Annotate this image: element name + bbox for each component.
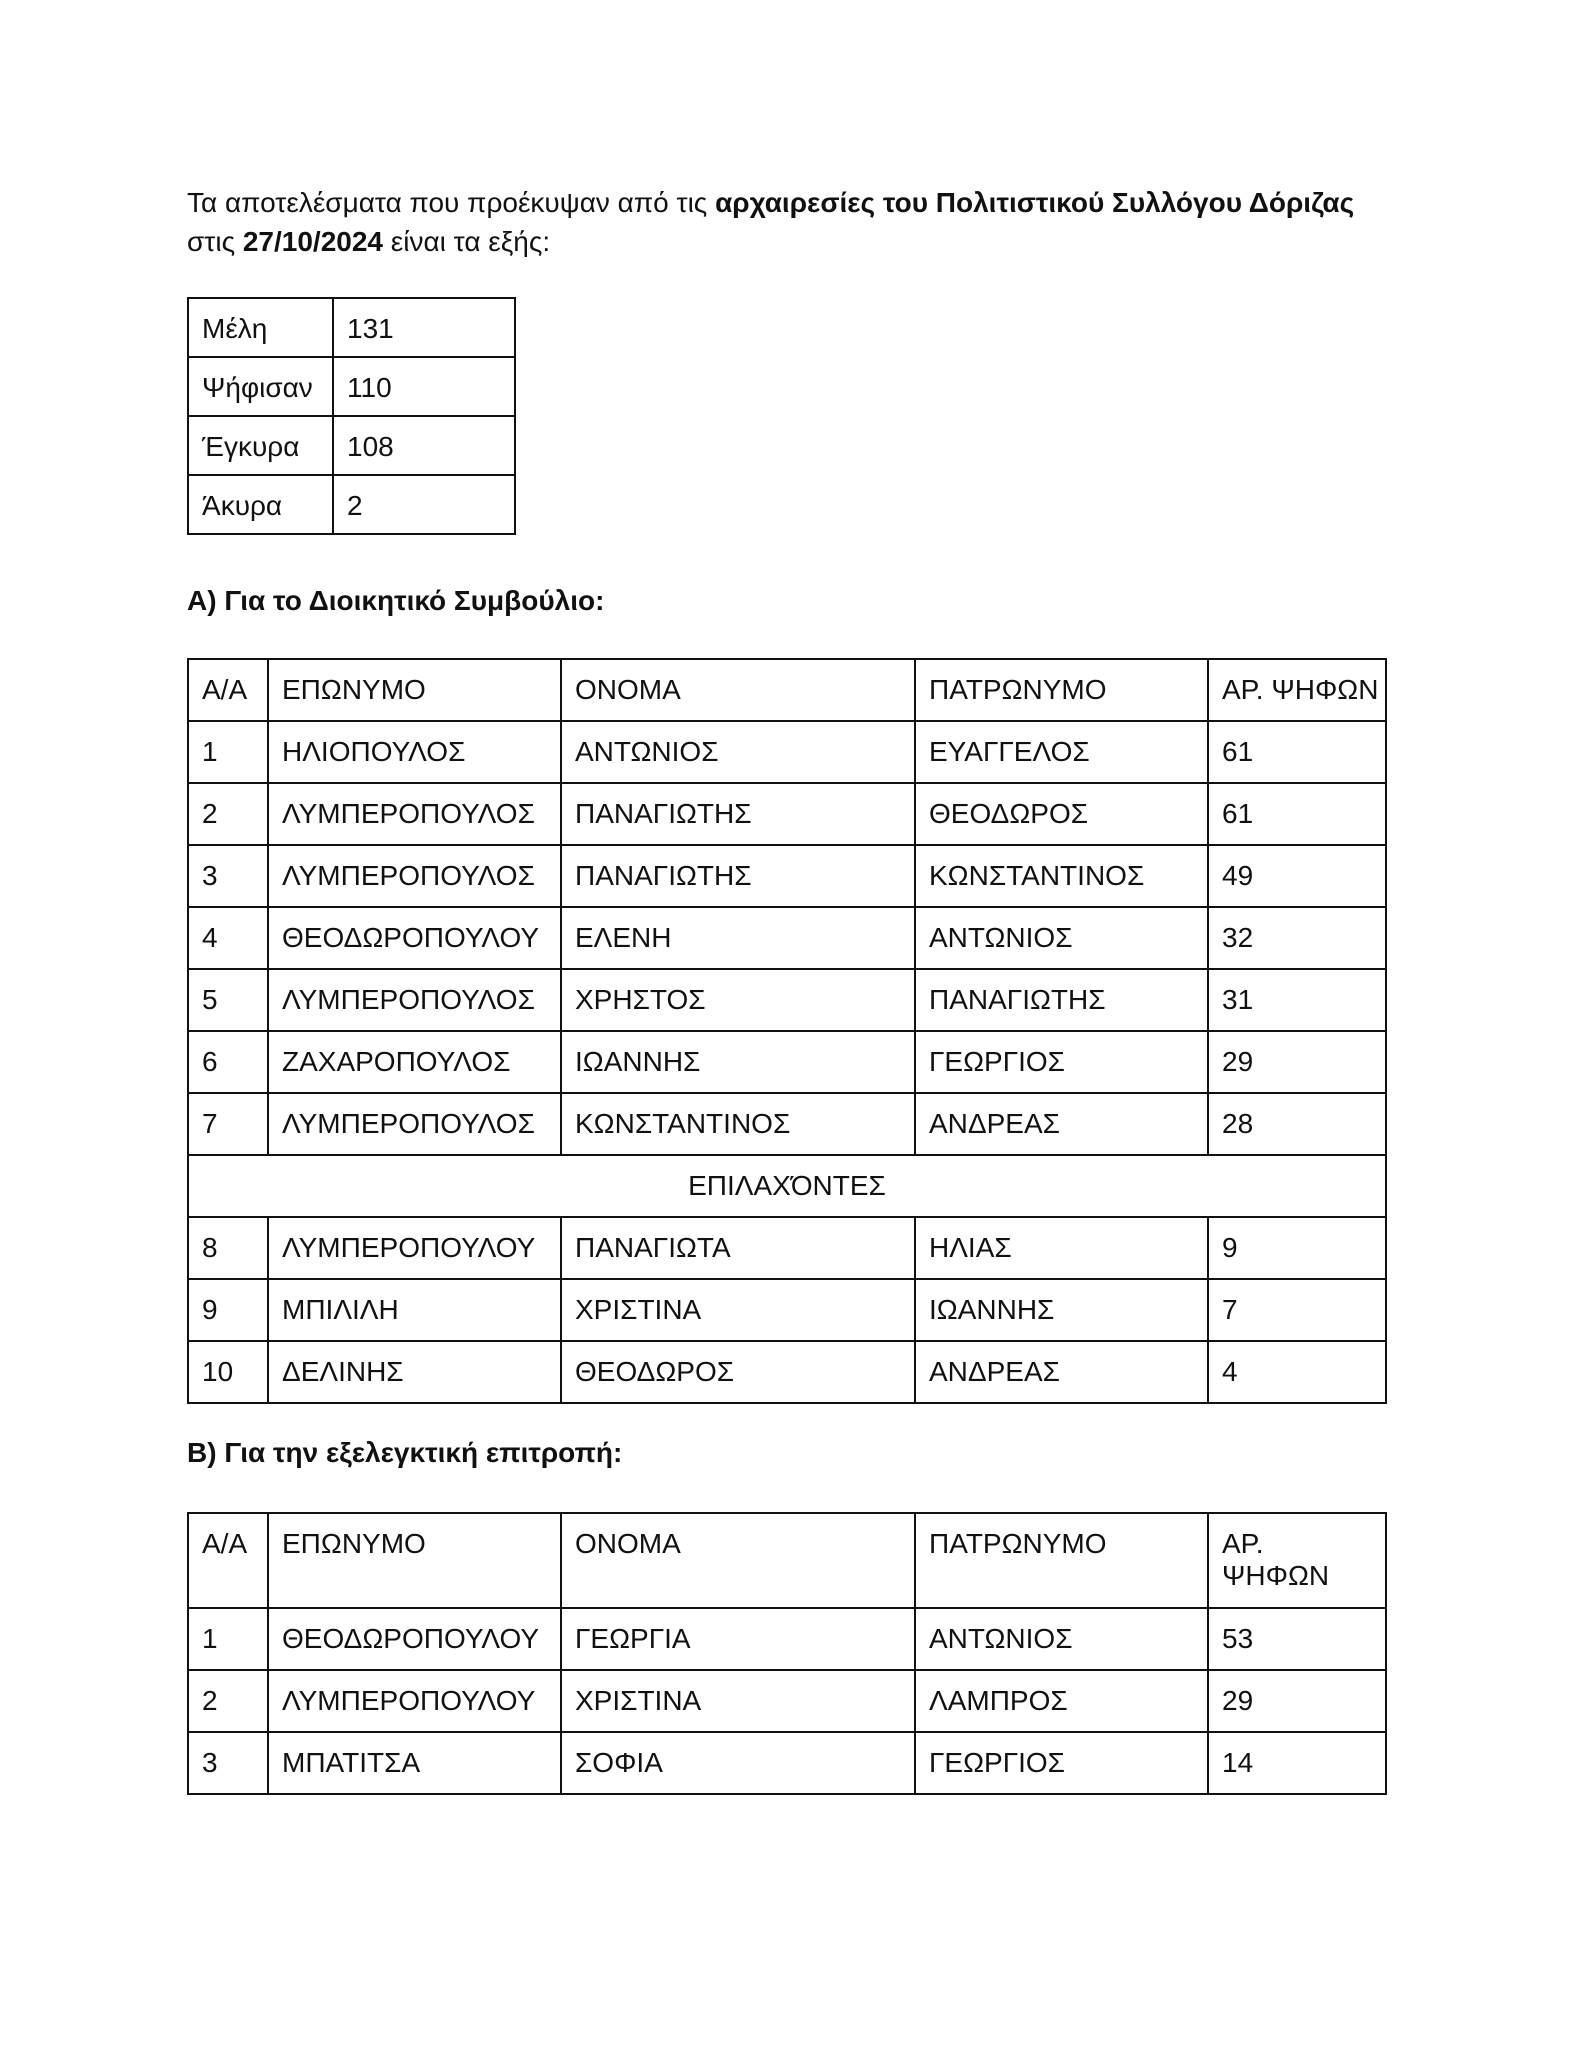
cell-index: 6 <box>188 1031 268 1093</box>
summary-row <box>188 475 515 534</box>
cell-firstname: ΠΑΝΑΓΙΩΤΗΣ <box>561 845 915 907</box>
cell-firstname: ΟΝΟΜΑ <box>561 659 915 721</box>
intro-text-2: στις <box>187 226 243 257</box>
cell-patronymic: ΙΩΑΝΝΗΣ <box>915 1279 1208 1341</box>
cell-patronymic: ΑΝΔΡΕΑΣ <box>915 1093 1208 1155</box>
cell-firstname: ΠΑΝΑΓΙΩΤΗΣ <box>561 783 915 845</box>
cell-votes: 29 <box>1208 1031 1386 1093</box>
cell-votes: 32 <box>1208 907 1386 969</box>
cell-votes: ΑΡ. ΨΗΦΩΝ <box>1208 1513 1386 1608</box>
cell-firstname: ΧΡΗΣΤΟΣ <box>561 969 915 1031</box>
cell-index: 2 <box>188 1670 268 1732</box>
cell-firstname: ΠΑΝΑΓΙΩΤΑ <box>561 1217 915 1279</box>
cell-votes: 14 <box>1208 1732 1386 1794</box>
cell-patronymic: ΠΑΤΡΩΝΥΜΟ <box>915 1513 1208 1608</box>
cell-surname: ΛΥΜΠΕΡΟΠΟΥΛΟΣ <box>268 1093 561 1155</box>
intro-text-1: Τα αποτελέσματα που προέκυψαν από τις <box>187 187 716 218</box>
cell-index: 10 <box>188 1341 268 1403</box>
summary-label: Ψήφισαν <box>188 357 333 416</box>
table-row <box>188 1031 1386 1093</box>
intro-paragraph <box>187 183 1417 261</box>
cell-votes: 53 <box>1208 1608 1386 1670</box>
cell-patronymic: ΛΑΜΠΡΟΣ <box>915 1670 1208 1732</box>
table-row <box>188 1217 1386 1279</box>
cell-firstname: ΕΛΕΝΗ <box>561 907 915 969</box>
cell-index: 2 <box>188 783 268 845</box>
table-row <box>188 1608 1386 1670</box>
cell-patronymic: ΘΕΟΔΩΡΟΣ <box>915 783 1208 845</box>
cell-index: 1 <box>188 721 268 783</box>
summary-label: Έγκυρα <box>188 416 333 475</box>
cell-firstname: ΘΕΟΔΩΡΟΣ <box>561 1341 915 1403</box>
table-row <box>188 1279 1386 1341</box>
cell-patronymic: ΠΑΤΡΩΝΥΜΟ <box>915 659 1208 721</box>
cell-index: 3 <box>188 845 268 907</box>
cell-index: Α/Α <box>188 1513 268 1608</box>
cell-index: 1 <box>188 1608 268 1670</box>
cell-votes: 29 <box>1208 1670 1386 1732</box>
cell-surname: ΛΥΜΠΕΡΟΠΟΥΛΟΥ <box>268 1670 561 1732</box>
cell-firstname: ΙΩΑΝΝΗΣ <box>561 1031 915 1093</box>
cell-index: Α/Α <box>188 659 268 721</box>
cell-patronymic: ΕΥΑΓΓΕΛΟΣ <box>915 721 1208 783</box>
cell-votes: 49 <box>1208 845 1386 907</box>
cell-patronymic: ΓΕΩΡΓΙΟΣ <box>915 1031 1208 1093</box>
audit-results-table <box>187 1512 1387 1795</box>
cell-votes: 9 <box>1208 1217 1386 1279</box>
summary-value: 108 <box>333 416 515 475</box>
cell-firstname: ΧΡΙΣΤΙΝΑ <box>561 1279 915 1341</box>
cell-votes: 61 <box>1208 721 1386 783</box>
cell-firstname: ΑΝΤΩΝΙΟΣ <box>561 721 915 783</box>
summary-label: Μέλη <box>188 298 333 357</box>
cell-patronymic: ΑΝΤΩΝΙΟΣ <box>915 1608 1208 1670</box>
cell-patronymic: ΓΕΩΡΓΙΟΣ <box>915 1732 1208 1794</box>
cell-surname: ΛΥΜΠΕΡΟΠΟΥΛΟΣ <box>268 845 561 907</box>
summary-row <box>188 298 515 357</box>
cell-patronymic: ΑΝΤΩΝΙΟΣ <box>915 907 1208 969</box>
cell-surname: ΘΕΟΔΩΡΟΠΟΥΛΟΥ <box>268 907 561 969</box>
cell-index: 5 <box>188 969 268 1031</box>
cell-patronymic: ΚΩΝΣΤΑΝΤΙΝΟΣ <box>915 845 1208 907</box>
cell-index: 8 <box>188 1217 268 1279</box>
summary-row <box>188 416 515 475</box>
cell-surname: ΗΛΙΟΠΟΥΛΟΣ <box>268 721 561 783</box>
cell-surname: ΜΠΙΛΙΛΗ <box>268 1279 561 1341</box>
cell-firstname: ΚΩΝΣΤΑΝΤΙΝΟΣ <box>561 1093 915 1155</box>
cell-firstname: ΣΟΦΙΑ <box>561 1732 915 1794</box>
summary-value: 110 <box>333 357 515 416</box>
cell-surname: ΜΠΑΤΙΤΣΑ <box>268 1732 561 1794</box>
cell-surname: ΔΕΛΙΝΗΣ <box>268 1341 561 1403</box>
board-results-table <box>187 658 1387 1404</box>
cell-index: 4 <box>188 907 268 969</box>
summary-value: 131 <box>333 298 515 357</box>
cell-votes: 4 <box>1208 1341 1386 1403</box>
cell-votes: 61 <box>1208 783 1386 845</box>
board-heading: Α) Για το Διοικητικό Συμβούλιο: <box>187 585 605 616</box>
table-row <box>188 783 1386 845</box>
cell-surname: ΖΑΧΑΡΟΠΟΥΛΟΣ <box>268 1031 561 1093</box>
table-header-row <box>188 659 1386 721</box>
cell-firstname: ΓΕΩΡΓΙΑ <box>561 1608 915 1670</box>
cell-firstname: ΟΝΟΜΑ <box>561 1513 915 1608</box>
table-row <box>188 1732 1386 1794</box>
summary-row <box>188 357 515 416</box>
summary-label: Άκυρα <box>188 475 333 534</box>
table-row <box>188 1341 1386 1403</box>
cell-surname: ΛΥΜΠΕΡΟΠΟΥΛΟΥ <box>268 1217 561 1279</box>
cell-index: 7 <box>188 1093 268 1155</box>
cell-index: 3 <box>188 1732 268 1794</box>
intro-text-3: είναι τα εξής: <box>382 226 551 257</box>
cell-index: 9 <box>188 1279 268 1341</box>
cell-surname: ΕΠΩΝΥΜΟ <box>268 1513 561 1608</box>
table-row <box>188 969 1386 1031</box>
cell-votes: ΑΡ. ΨΗΦΩΝ <box>1208 659 1386 721</box>
intro-bold-1: αρχαιρεσίες του Πολιτιστικού Συλλόγου Δόριζας <box>715 187 1355 218</box>
table-row <box>188 907 1386 969</box>
cell-surname: ΛΥΜΠΕΡΟΠΟΥΛΟΣ <box>268 969 561 1031</box>
substitutes-label: ΕΠΙΛΑΧΌΝΤΕΣ <box>188 1155 1386 1217</box>
table-row <box>188 845 1386 907</box>
cell-surname: ΕΠΩΝΥΜΟ <box>268 659 561 721</box>
cell-votes: 28 <box>1208 1093 1386 1155</box>
cell-patronymic: ΠΑΝΑΓΙΩΤΗΣ <box>915 969 1208 1031</box>
summary-value: 2 <box>333 475 515 534</box>
intro-bold-date: 27/10/2024 <box>242 226 383 257</box>
table-row <box>188 1093 1386 1155</box>
table-header-row <box>188 1513 1386 1608</box>
table-row <box>188 1670 1386 1732</box>
cell-patronymic: ΗΛΙΑΣ <box>915 1217 1208 1279</box>
cell-votes: 7 <box>1208 1279 1386 1341</box>
cell-patronymic: ΑΝΔΡΕΑΣ <box>915 1341 1208 1403</box>
cell-surname: ΘΕΟΔΩΡΟΠΟΥΛΟΥ <box>268 1608 561 1670</box>
audit-heading: Β) Για την εξελεγκτική επιτροπή: <box>187 1437 623 1468</box>
summary-table <box>187 297 516 535</box>
table-row <box>188 721 1386 783</box>
cell-surname: ΛΥΜΠΕΡΟΠΟΥΛΟΣ <box>268 783 561 845</box>
substitutes-row <box>188 1155 1386 1217</box>
cell-firstname: ΧΡΙΣΤΙΝΑ <box>561 1670 915 1732</box>
cell-votes: 31 <box>1208 969 1386 1031</box>
